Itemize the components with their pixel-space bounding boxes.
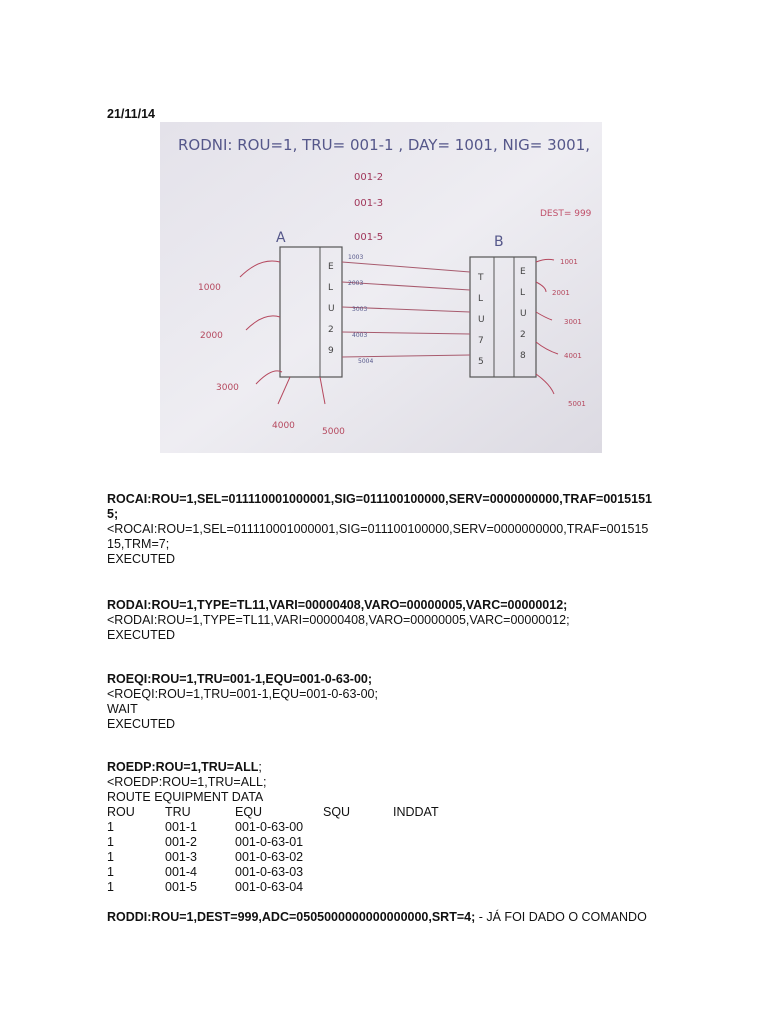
- roedp-command-row: [107, 760, 439, 775]
- rocai-response-line1: <ROCAI:ROU=1,SEL=011110001000001,SIG=011100100000,SERV=0000000000,TRAF=001515: [107, 522, 649, 536]
- vertical-letter: 9: [328, 346, 334, 356]
- whiteboard-photo: [160, 122, 602, 453]
- column-header: ROU: [107, 805, 135, 819]
- trunk-label: 1003: [348, 254, 364, 261]
- tru-item: 001-2: [354, 172, 384, 183]
- table-cell: 001-2: [165, 835, 197, 849]
- trunk-label: 5004: [358, 358, 374, 365]
- table-row: [107, 835, 439, 850]
- table-cell: 001-0-63-04: [235, 880, 304, 894]
- table-row: [107, 880, 439, 895]
- table-cell: 1: [107, 820, 114, 834]
- roddi-note: - JÁ FOI DADO O COMANDO: [475, 910, 647, 924]
- rodai-section: [107, 598, 570, 643]
- vertical-letter: 7: [478, 336, 484, 346]
- table-row: [107, 850, 439, 865]
- dest-label: DEST= 999: [540, 209, 592, 219]
- roddi-command: RODDI:ROU=1,DEST=999,ADC=0505000000000000000,SRT=4;: [107, 910, 476, 924]
- left-number: 3000: [216, 383, 239, 393]
- rocai-response-line2: 15,TRM=7;: [107, 537, 170, 551]
- right-number: 5001: [568, 400, 586, 408]
- right-number: 4001: [564, 352, 582, 360]
- trunk-label: 4003: [352, 332, 368, 339]
- rocai-section: [107, 492, 652, 567]
- table-cell: 001-0-63-01: [235, 835, 304, 849]
- table-header-row: [107, 805, 439, 820]
- rodai-response: <RODAI:ROU=1,TYPE=TL11,VARI=00000408,VARO=00000005,VARC=00000012;: [107, 613, 570, 627]
- rocai-status: EXECUTED: [107, 552, 176, 566]
- label-a: A: [276, 230, 286, 246]
- document-date: 21/11/14: [107, 107, 155, 121]
- vertical-letter: U: [328, 304, 335, 314]
- vertical-letter: 5: [478, 357, 484, 367]
- left-number: 1000: [198, 283, 221, 293]
- left-number: 2000: [200, 331, 223, 341]
- table-cell: 001-0-63-00: [235, 820, 304, 834]
- label-b: B: [494, 234, 504, 250]
- roeqi-status: EXECUTED: [107, 717, 176, 731]
- roedp-header: ROUTE EQUIPMENT DATA: [107, 790, 264, 804]
- table-cell: 001-3: [165, 850, 197, 864]
- bottom-number: 4000: [272, 421, 295, 431]
- tru-item: 001-5: [354, 232, 384, 243]
- vertical-letter: L: [328, 283, 334, 293]
- trunk-label: 2003: [348, 280, 364, 287]
- roedp-response: <ROEDP:ROU=1,TRU=ALL;: [107, 775, 267, 789]
- vertical-letter: L: [478, 294, 484, 304]
- rocai-command-line2: 5;: [107, 507, 119, 521]
- column-header: SQU: [323, 805, 351, 819]
- vertical-letter: E: [328, 262, 334, 272]
- roeqi-command: ROEQI:ROU=1,TRU=001-1,EQU=001-0-63-00;: [107, 672, 373, 686]
- right-number: 2001: [552, 289, 570, 297]
- roedp-section: [107, 760, 439, 895]
- trunk-label: 3003: [352, 306, 368, 313]
- vertical-letter: T: [478, 273, 484, 283]
- right-number: 3001: [564, 318, 582, 326]
- vertical-letter: 2: [328, 325, 334, 335]
- vertical-letter: U: [520, 309, 527, 319]
- column-header: INDDAT: [393, 805, 439, 819]
- bottom-number: 5000: [322, 427, 345, 437]
- column-header: TRU: [165, 805, 191, 819]
- table-cell: 001-5: [165, 880, 197, 894]
- right-number: 1001: [560, 258, 578, 266]
- table-cell: 1: [107, 865, 114, 879]
- table-cell: 001-0-63-03: [235, 865, 304, 879]
- table-row: [107, 820, 439, 835]
- roedp-command-tail: ;: [258, 760, 262, 774]
- roeqi-response: <ROEQI:ROU=1,TRU=001-1,EQU=001-0-63-00;: [107, 687, 378, 701]
- rodai-status: EXECUTED: [107, 628, 176, 642]
- roddi-section: [107, 910, 647, 925]
- roeqi-section: [107, 672, 378, 732]
- roeqi-wait: WAIT: [107, 702, 138, 716]
- rodai-command: RODAI:ROU=1,TYPE=TL11,VARI=00000408,VARO=00000005,VARC=00000012;: [107, 598, 568, 612]
- vertical-letter: 8: [520, 351, 526, 361]
- table-cell: 001-0-63-02: [235, 850, 304, 864]
- table-cell: 1: [107, 880, 114, 894]
- table-row: [107, 865, 439, 880]
- table-cell: 1: [107, 835, 114, 849]
- rocai-command-line1: ROCAI:ROU=1,SEL=011110001000001,SIG=011100100000,SERV=0000000000,TRAF=0015151: [107, 492, 652, 506]
- vertical-letter: U: [478, 315, 485, 325]
- table-cell: 001-4: [165, 865, 197, 879]
- vertical-letter: L: [520, 288, 526, 298]
- vertical-letter: 2: [520, 330, 526, 340]
- table-cell: 1: [107, 850, 114, 864]
- roedp-command: ROEDP:ROU=1,TRU=ALL: [107, 760, 259, 774]
- vertical-letter: E: [520, 267, 526, 277]
- photo-title: RODNI: ROU=1, TRU= 001-1 , DAY= 1001, NIG= 3001,: [178, 136, 591, 154]
- column-header: EQU: [235, 805, 263, 819]
- tru-item: 001-3: [354, 198, 384, 209]
- table-cell: 001-1: [165, 820, 197, 834]
